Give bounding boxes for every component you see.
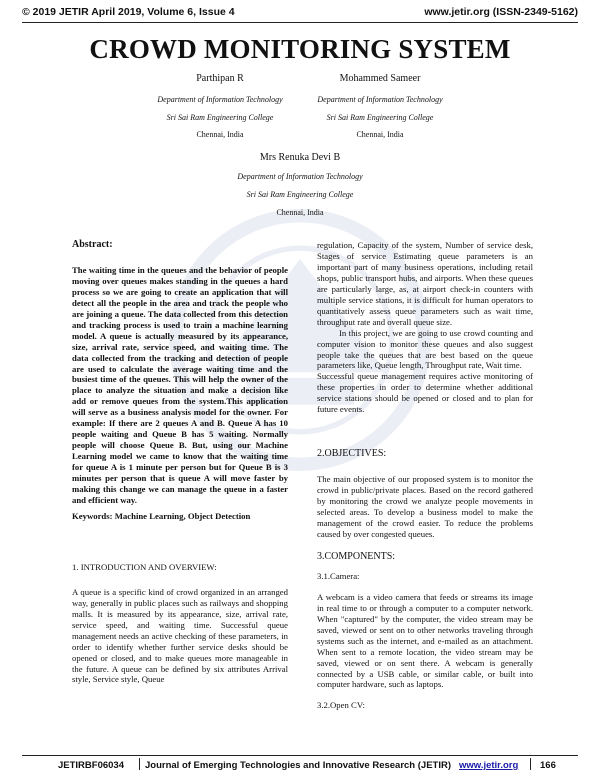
footer-paper-id: JETIRBF06034	[58, 760, 125, 771]
queue-management-paragraph: Successful queue management requires active monitoring of these properties in order to determine whether additional service stations should be opened or closed and to plan for future events.	[317, 371, 533, 415]
author-2-city: Chennai, India	[356, 130, 404, 139]
opencv-heading: 3.2.Open CV:	[317, 700, 365, 711]
author-1-college: Sri Sai Ram Engineering College	[166, 113, 274, 122]
author-1-dept: Department of Information Technology	[157, 95, 283, 104]
footer-journal: Journal of Emerging Technologies and Innovative Research (JETIR)	[145, 760, 451, 771]
author-3-college: Sri Sai Ram Engineering College	[246, 190, 354, 199]
author-2-college: Sri Sai Ram Engineering College	[326, 113, 434, 122]
header-right: www.jetir.org (ISSN-2349-5162)	[424, 6, 578, 18]
paper-title: CROWD MONITORING SYSTEM	[89, 34, 511, 64]
objectives-text: The main objective of our proposed system is to monitor the crowd in public/private places. Based on the record gathered by monitoring the crowd we analyze people movements in selected areas. To develop a business model to make the management of the crowd easier. To reduce the problems caused by over congested queues.	[317, 474, 533, 539]
author-3-name: Mrs Renuka Devi B	[259, 152, 341, 163]
header-rule	[22, 22, 578, 23]
footer-divider-2	[530, 758, 531, 770]
project-paragraph: In this project, we are going to use crowd counting and computer vision to monitor these queues and also suggest people take the queues that are best based on the queue parameters like, Queue length, Throughput rate, Wait time.	[317, 327, 533, 371]
components-heading: 3.COMPONENTS:	[317, 550, 396, 562]
author-2-name: Mohammed Sameer	[339, 73, 421, 84]
author-1-name: Parthipan R	[196, 73, 244, 84]
footer-rule	[22, 755, 578, 756]
camera-text: A webcam is a video camera that feeds or streams its image in real time to or through a computer to a computer network. When "captured" by the computer, the video stream may be saved, viewed or sent on to other networks traveling through systems such as the internet, and e-mailed as an attachment. When sent to a remote location, the video stream may be saved, viewed or on sent there. A webcam is generally connected by a USB cable, or similar cable, or built into computer hardware, such as laptops.	[317, 591, 533, 690]
camera-heading: 3.1.Camera:	[317, 570, 360, 581]
right-column	[317, 240, 533, 711]
author-3-city: Chennai, India	[276, 208, 324, 217]
abstract-text: The waiting time in the queues and the behavior of people moving over queues makes standing in the queues a hard process so we are going to create an application that will detect all the people in the area and track the people who are joining a queue. The data collected from this detection and tracking process is used to train a machine learning model. A queue is actually measured by its appearance, size, arrival rate, service speed, and waiting time. The data collected from the tracking and detection of people are used to calculate the average waiting time and the busiest time of the queues. This will help the owner of the place to analyze the situation and make a decision like add or remove queues from the system.This application will serve as a business analysis model for the owner. For example: If there are 2 queues A and B. Queue A has 10 people waiting and Queue B has 5 waiting. Normally people will choose Queue B. But, using our Machine Learning model we came to know that the waiting time for queue A is 1 minute per person but for Queue B is 3 minutes per person that is queue A will move faster by making this change we can manage the queue in a faster and efficient way.	[72, 264, 288, 505]
author-2-dept: Department of Information Technology	[317, 95, 443, 104]
objectives-heading: 2.OBJECTIVES:	[317, 448, 387, 460]
footer-divider-1	[139, 758, 140, 770]
keywords: Keywords: Machine Learning, Object Detection	[72, 510, 251, 521]
author-3-dept: Department of Information Technology	[237, 172, 363, 181]
abstract-heading: Abstract:	[72, 239, 113, 250]
footer-link[interactable]: www.jetir.org	[459, 760, 519, 771]
intro-text: A queue is a specific kind of crowd organized in an arranged way, generally in public places such as railways and shopping malls. It is measured by its appearance, size, arrival rate, service speed, and waiting time. Successful queue management needs an active checking of these parameters, in order to identify whether further service desks should be opened or closed, and to make queues more manageable in the future. A queue can be defined by six attributes Arrival style, Service style, Queue	[72, 586, 288, 685]
footer-page-number: 166	[540, 760, 556, 771]
header-left: © 2019 JETIR April 2019, Volume 6, Issue 4	[22, 6, 235, 18]
author-1-city: Chennai, India	[196, 130, 244, 139]
queue-parameters-paragraph: regulation, Capacity of the system, Number of service desk, Stages of service Estimating queue parameters is an important part of many business operations, including retail shops, public transport hubs, and airports. When these queues are particularly large, as, at airport check-in counters with multiple service stations, it is difficult for human operators to quantitatively assess queue parameters such as wait time, throughput rate and overall queue size.	[317, 240, 533, 327]
intro-heading: 1. INTRODUCTION AND OVERVIEW:	[72, 561, 217, 572]
left-column	[72, 240, 288, 685]
